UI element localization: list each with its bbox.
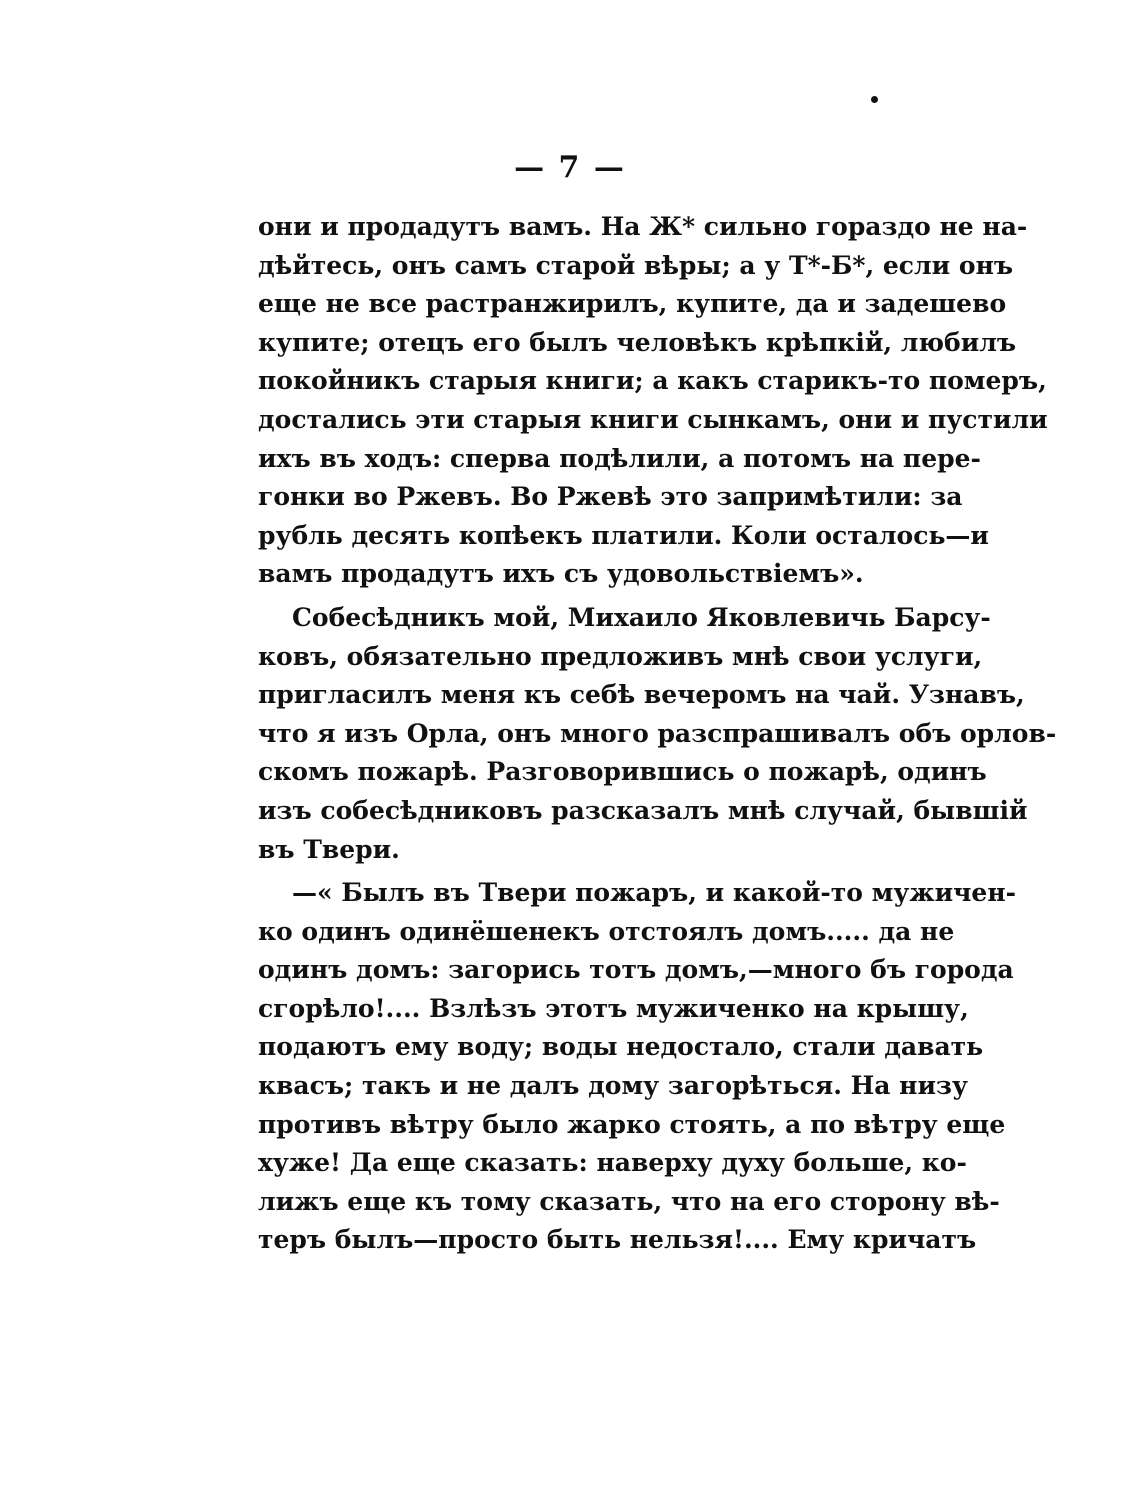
text-line: подаютъ ему воду; воды недостало, стали давать (258, 1032, 984, 1062)
text-line: хуже! Да еще сказать: наверху духу больше, ко- (258, 1148, 967, 1178)
text-line: ковъ, обязательно предложивъ мнѣ свои услуги, (258, 641, 983, 671)
text-line: покойникъ старыя книги; а какъ старикъ-то померъ, (258, 366, 1047, 396)
text-line: одинъ домъ: загорись тотъ домъ,—много бъ города (258, 955, 1014, 985)
text-line: —« Былъ въ Твери пожаръ, и какой-то мужичен- (292, 878, 1016, 908)
text-line: теръ былъ—просто быть нельзя!.... Ему кричатъ (258, 1225, 977, 1255)
text-line: еще не все растранжирилъ, купите, да и задешево (258, 289, 1007, 319)
paragraph-2 (258, 599, 1057, 869)
text-line: лижъ еще къ тому сказать, что на его сторону вѣ- (258, 1186, 1000, 1216)
text-line: противъ вѣтру было жарко стоять, а по вѣтру еще (258, 1109, 1006, 1139)
text-line: достались эти старыя книги сынкамъ, они и пустили (258, 404, 1048, 434)
page-number: — 7 — (514, 150, 626, 185)
paragraph-1 (258, 208, 1048, 594)
text-line: дѣйтесь, онъ самъ старой вѣры; а у Т*-Б*, если онъ (258, 250, 1014, 280)
text-line: что я изъ Орла, онъ много разспрашивалъ объ орлов- (258, 718, 1057, 748)
text-line: они и продадутъ вамъ. На Ж* сильно гораздо не на- (258, 212, 1028, 241)
text-line: изъ собесѣдниковъ разсказалъ мнѣ случай, бывшій (258, 795, 1028, 825)
text-line: вамъ продадутъ ихъ съ удовольствіемъ». (258, 559, 864, 589)
paragraph-3 (258, 874, 1016, 1260)
text-line: пригласилъ меня къ себѣ вечеромъ на чай. Узнавъ, (258, 680, 1025, 710)
text-line: ко одинъ одинёшенекъ отстоялъ домъ..... да не (258, 916, 955, 946)
text-line: купите; отецъ его былъ человѣкъ крѣпкій, любилъ (258, 327, 1017, 357)
text-line: въ Твери. (258, 834, 400, 864)
text-line: гонки во Ржевъ. Во Ржевѣ это запримѣтили: за (258, 482, 963, 512)
text-line: сгорѣло!.... Взлѣзъ этотъ мужиченко на крышу, (258, 993, 969, 1023)
text-line: ихъ въ ходъ: сперва подѣлили, а потомъ на пере- (258, 443, 981, 473)
text-line: квасъ; такъ и не далъ дому загорѣться. На низу (258, 1071, 968, 1101)
text-line: рубль десять копѣекъ платили. Коли осталось—и (258, 520, 989, 550)
ink-speck-decoration (871, 96, 878, 103)
body-text (258, 208, 1057, 1260)
text-line: скомъ пожарѣ. Разговорившись о пожарѣ, одинъ (258, 757, 987, 787)
text-line: Собесѣдникъ мой, Михаило Яковлевичь Барсу- (292, 602, 991, 632)
